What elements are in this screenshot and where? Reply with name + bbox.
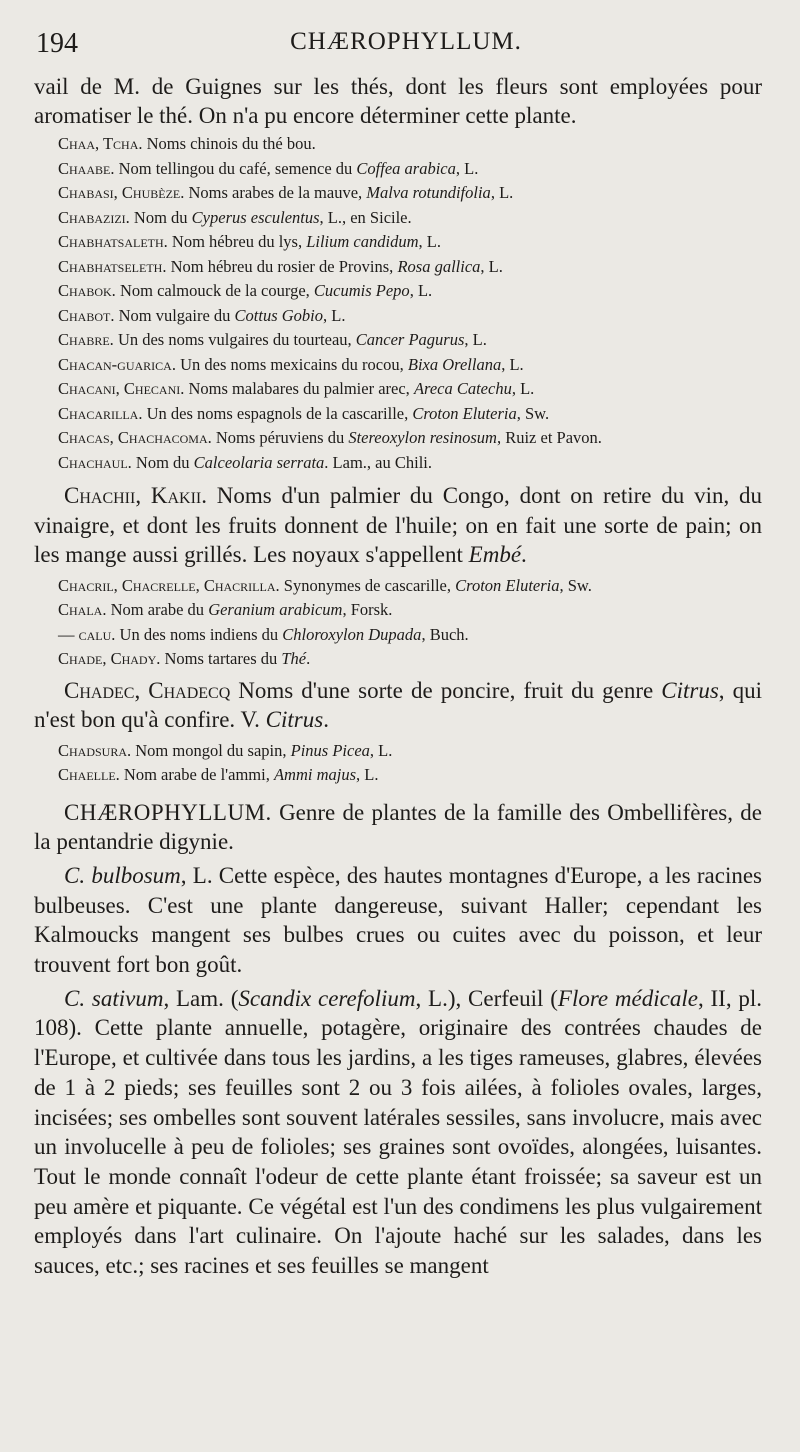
entry-headword: Chacril, Chacrelle, Chacrilla. bbox=[58, 575, 280, 595]
dictionary-entry bbox=[34, 451, 762, 476]
entry-text: Nom vulgaire du bbox=[114, 305, 235, 325]
article-intro-text: Genre de plantes de la famille des Ombellifères, de la pentandrie digynie. bbox=[34, 799, 762, 855]
entry-authority: . bbox=[306, 649, 311, 668]
entry-authority: , L. bbox=[369, 740, 393, 760]
entry-headword: Chabhatseleth. bbox=[58, 256, 167, 276]
dictionary-entry bbox=[34, 426, 762, 451]
species-synonym: Scandix cerefolium bbox=[238, 985, 416, 1011]
entry-headword: Chachii, Kakii. bbox=[64, 483, 207, 508]
entry-headword: Chacas, Chachacoma. bbox=[58, 428, 212, 447]
dictionary-entry-chadec bbox=[34, 676, 762, 735]
entries-group-c bbox=[34, 739, 762, 788]
entry-latin-name: Citrus bbox=[661, 677, 719, 703]
entry-latin-name: Cucumis Pepo bbox=[313, 281, 410, 300]
entry-authority: , L. bbox=[455, 158, 479, 178]
entry-latin-name: Cottus Gobio bbox=[234, 305, 324, 325]
species-name: C. bulbosum bbox=[64, 862, 181, 888]
entry-headword: Chabok. bbox=[58, 281, 116, 300]
article-intro bbox=[34, 798, 762, 857]
dictionary-entry bbox=[34, 181, 762, 206]
entry-authority: , L. bbox=[480, 256, 503, 276]
entry-headword: Chachaul. bbox=[58, 452, 132, 472]
entry-latin-name: Embé bbox=[468, 542, 522, 567]
entries-group-a bbox=[34, 132, 762, 475]
entry-cross-reference: Citrus bbox=[265, 707, 324, 732]
entry-authority: , Buch. bbox=[421, 624, 469, 644]
entry-headword: Chabre. bbox=[58, 330, 114, 349]
entry-authority: , L. bbox=[323, 305, 346, 325]
entry-latin-name: Thé bbox=[281, 649, 307, 668]
entry-text: Noms d'une sorte de poncire, fruit du genre bbox=[230, 677, 662, 703]
entry-latin-name: Chloroxylon Dupada bbox=[282, 624, 422, 644]
entry-headword: Chacani, Checani. bbox=[58, 379, 185, 398]
dictionary-entry-chachii bbox=[34, 481, 762, 570]
entry-text: Noms arabes de la mauve, bbox=[184, 183, 367, 202]
entry-text: Nom hébreu du rosier de Provins, bbox=[166, 256, 398, 276]
dictionary-entry bbox=[34, 763, 762, 788]
dictionary-entry bbox=[34, 647, 762, 672]
entry-authority: , L. bbox=[409, 281, 433, 300]
entry-authority: , L. bbox=[490, 183, 514, 202]
dictionary-entry bbox=[34, 230, 762, 255]
entry-headword: Chaabe. bbox=[58, 158, 115, 178]
entry-authority: . bbox=[521, 542, 527, 567]
dictionary-entry bbox=[34, 739, 762, 764]
dictionary-entry bbox=[34, 598, 762, 623]
entry-text: Nom arabe du bbox=[106, 600, 209, 619]
entry-authority: . Lam., au Chili. bbox=[324, 452, 432, 472]
page-body bbox=[34, 72, 762, 1281]
entry-headword: Chade, Chady. bbox=[58, 649, 161, 668]
dictionary-entry bbox=[34, 132, 762, 157]
entry-latin-name: Rosa gallica bbox=[397, 256, 481, 276]
entry-authority: , L. bbox=[464, 330, 487, 349]
entry-text: Un des noms vulgaires du tourteau, bbox=[113, 330, 356, 349]
entry-latin-name: Cyperus esculentus bbox=[191, 207, 320, 227]
dictionary-entry bbox=[34, 157, 762, 182]
species-name: C. sativum bbox=[64, 985, 164, 1011]
dictionary-entry bbox=[34, 377, 762, 402]
article-headword: CHÆROPHYLLUM. bbox=[64, 799, 272, 825]
entry-text: Nom calmouck de la courge, bbox=[115, 281, 314, 300]
dictionary-entry bbox=[34, 328, 762, 353]
entry-text: Nom du bbox=[129, 207, 192, 227]
page-number: 194 bbox=[36, 28, 78, 59]
entry-authority: , Ruiz et Pavon. bbox=[496, 428, 602, 447]
entry-authority: , Sw. bbox=[559, 575, 592, 595]
entry-latin-name: Bixa Orellana bbox=[407, 354, 502, 374]
dictionary-entry bbox=[34, 279, 762, 304]
entry-headword: — calu. bbox=[58, 624, 116, 644]
dictionary-entry bbox=[34, 255, 762, 280]
entries-group-b bbox=[34, 574, 762, 672]
dictionary-entry bbox=[34, 304, 762, 329]
entry-text: Nom tellingou du café, semence du bbox=[114, 158, 357, 178]
entry-headword: Chacarilla. bbox=[58, 403, 143, 423]
chaerophyllum-article bbox=[34, 798, 762, 1281]
entry-latin-name: Geranium arabicum bbox=[208, 600, 343, 619]
entry-latin-name: Croton Eluteria bbox=[412, 403, 517, 423]
entry-latin-name: Calceolaria serrata bbox=[193, 452, 325, 472]
entry-headword: Chaelle. bbox=[58, 765, 120, 784]
entry-text: Un des noms espagnols de la cascarille, bbox=[142, 403, 413, 423]
entry-latin-name: Cancer Pagurus bbox=[355, 330, 465, 349]
dictionary-entry bbox=[34, 402, 762, 427]
dictionary-entry bbox=[34, 206, 762, 231]
species-sativum bbox=[34, 984, 762, 1281]
entry-latin-name: Coffea arabica bbox=[356, 158, 456, 178]
entry-headword: Chabhatsaleth. bbox=[58, 232, 168, 251]
entry-text: Nom arabe de l'ammi, bbox=[119, 765, 274, 784]
entry-authority: , L. bbox=[418, 232, 441, 251]
entry-latin-name: Areca Catechu bbox=[413, 379, 512, 398]
entry-authority: , Forsk. bbox=[342, 600, 393, 619]
continued-paragraph: vail de M. de Guignes sur les thés, dont les fleurs sont employées pour aromatiser le thé. On n'a pu encore déterminer cette plante. bbox=[34, 74, 762, 128]
entry-authority: , L. bbox=[511, 379, 535, 398]
entry-text: Nom du bbox=[131, 452, 194, 472]
entry-headword: Chadec, Chadecq bbox=[64, 677, 231, 703]
entry-headword: Chabasi, Chubèze. bbox=[58, 183, 185, 202]
entry-text: Synonymes de cascarille, bbox=[279, 575, 456, 595]
entry-text: Noms tartares du bbox=[160, 649, 282, 668]
dictionary-entry bbox=[34, 353, 762, 378]
dictionary-entry bbox=[34, 623, 762, 648]
entry-text: Noms péruviens du bbox=[211, 428, 349, 447]
entry-text: Un des noms indiens du bbox=[115, 624, 283, 644]
entry-headword: Chala. bbox=[58, 600, 107, 619]
page-header bbox=[36, 28, 776, 68]
entry-latin-name: Pinus Picea bbox=[290, 740, 370, 760]
entry-latin-name: Croton Eluteria bbox=[455, 575, 560, 595]
species-description: , II, pl. 108). Cette plante annuelle, potagère, originaire des contrées chaudes de l'Europe, et cultivée dans tous les jardins, a les tiges rameuses, glabres, élevées de 1 à 2 pieds; ses feuilles sont 2 ou 3 fois ailées, à folioles ovales, larges, incisées; ses ombelles sont souvent latérales sessiles, sans involucre, mais avec un involucelle à peu de folioles; ses graines sont ovoïdes, alongées, luisantes. Tout le monde connaît l'odeur de cette plante étant froissée; sa saveur est un peu amère et piquante. Ce végétal est l'un des condimens les plus vulgairement employés dans l'art culinaire. On l'ajoute haché sur les salades, dans les sauces, etc.; ses racines et ses feuilles se mangent bbox=[34, 985, 763, 1279]
entry-authority: , Sw. bbox=[516, 403, 550, 423]
entry-text: Nom hébreu du lys, bbox=[167, 232, 307, 251]
entry-headword: Chacan-guarica. bbox=[58, 354, 176, 374]
entry-headword: Chaa, Tcha. bbox=[58, 134, 143, 153]
species-bulbosum bbox=[34, 861, 762, 980]
entry-text: Noms d'un palmier du Congo, dont on retire du vin, du vinaigre, et dont les fruits donnent de l'huile; on en fait une sorte de pain; on les mange aussi grillés. Les noyaux s'appellent bbox=[34, 483, 762, 567]
running-title: CHÆROPHYLLUM. bbox=[290, 28, 522, 55]
entry-headword: Chabot. bbox=[58, 305, 115, 325]
entry-headword: Chadsura. bbox=[58, 740, 132, 760]
species-description: , L. Cette espèce, des hautes montagnes d'Europe, a les racines bulbeuses. C'est une plante dangereuse, suivant Haller; cependant les Kalmoucks mangent ses bulbes crues ou cuites avec du poisson, et leur trouvent fort bon goût. bbox=[34, 862, 762, 978]
entry-text: Noms malabares du palmier arec, bbox=[184, 379, 414, 398]
entry-text: Un des noms mexicains du rocou, bbox=[175, 354, 408, 374]
entry-latin-name: Malva rotundifolia bbox=[366, 183, 491, 202]
species-reference: Flore médicale bbox=[557, 985, 698, 1011]
entry-text: Noms chinois du thé bou. bbox=[142, 134, 316, 153]
entry-authority: , L. bbox=[356, 765, 379, 784]
entry-latin-name: Lilium candidum bbox=[306, 232, 419, 251]
species-common-name: , L.), Cerfeuil ( bbox=[415, 985, 558, 1011]
entry-headword: Chabazizi. bbox=[58, 207, 130, 227]
dictionary-entry bbox=[34, 574, 762, 599]
entry-text-continued: , qui n'est bon qu'à confire. V. bbox=[34, 677, 762, 732]
species-authority: , Lam. ( bbox=[163, 985, 239, 1011]
entry-authority: , L., en Sicile. bbox=[319, 207, 412, 227]
entry-latin-name: Stereoxylon resinosum bbox=[348, 428, 497, 447]
entry-end: . bbox=[323, 707, 329, 732]
entry-text: Nom mongol du sapin, bbox=[131, 740, 291, 760]
entry-authority: , L. bbox=[501, 354, 524, 374]
entry-latin-name: Ammi majus bbox=[273, 765, 357, 784]
